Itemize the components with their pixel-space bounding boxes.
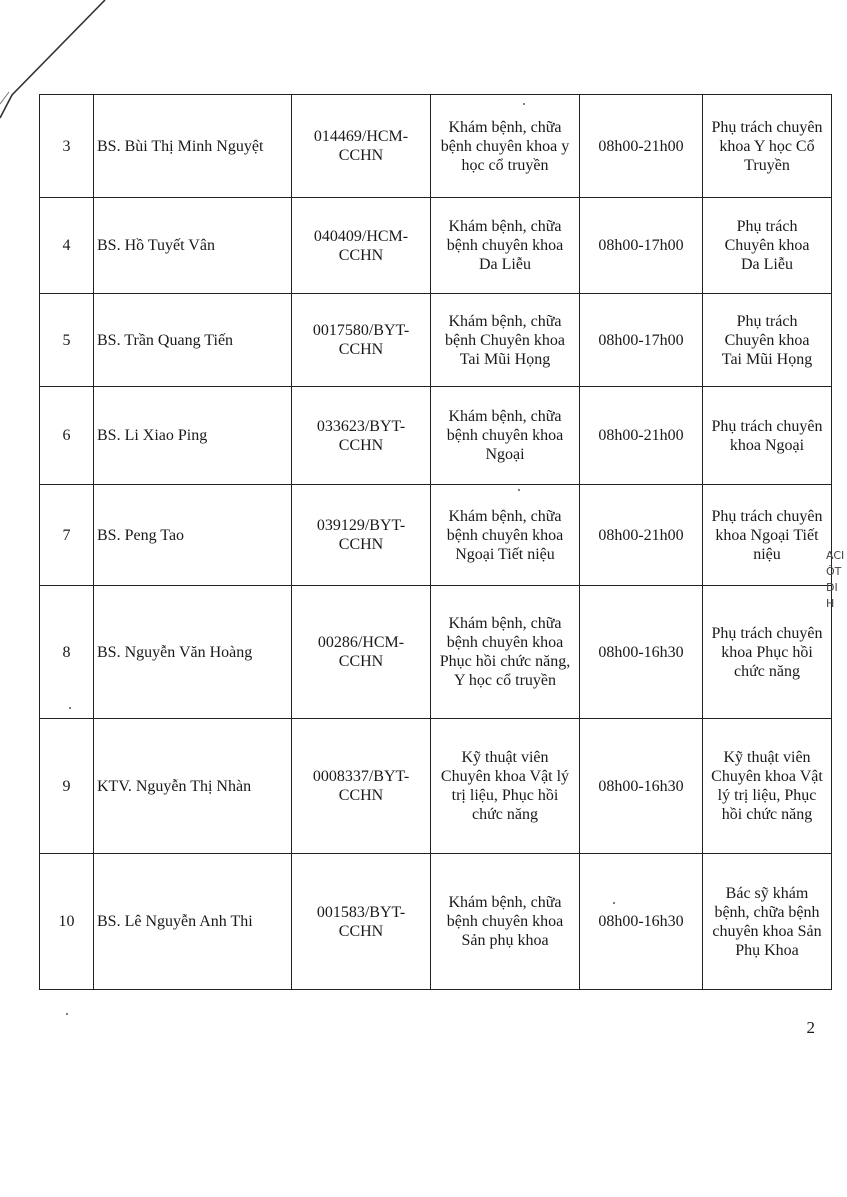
working-hours: 08h00-21h00 [580,95,703,198]
practice-scope: Khám bệnh, chữa bệnh chuyên khoa Phục hồi chức năng, Y học cổ truyền [431,586,580,719]
table-row [40,854,832,990]
certificate-number: 040409/HCM- CCHN [292,198,431,294]
staff-role: Phụ trách Chuyên khoa Tai Mũi Họng [703,294,832,387]
table-row [40,719,832,854]
practice-scope: Kỹ thuật viên Chuyên khoa Vật lý trị liệu, Phục hồi chức năng [431,719,580,854]
staff-name: BS. Li Xiao Ping [94,387,292,485]
practice-scope: Khám bệnh, chữa bệnh chuyên khoa Ngoại [431,387,580,485]
certificate-number: 0008337/BYT- CCHN [292,719,431,854]
edge-stamp-fragment [826,548,847,612]
staff-role: Phụ trách Chuyên khoa Da Liễu [703,198,832,294]
row-index: 7 [40,485,94,586]
staff-role: Phụ trách chuyên khoa Ngoại Tiết niệu [703,485,832,586]
staff-name: BS. Peng Tao [94,485,292,586]
working-hours: 08h00-21h00 [580,485,703,586]
scan-speck [69,707,71,709]
staff-name: BS. Trần Quang Tiến [94,294,292,387]
staff-role: Bác sỹ khám bệnh, chữa bệnh chuyên khoa Sản Phụ Khoa [703,854,832,990]
working-hours: 08h00-16h30 [580,719,703,854]
row-index: 4 [40,198,94,294]
scan-speck [613,902,615,904]
certificate-number: 001583/BYT- CCHN [292,854,431,990]
scan-speck [518,489,520,491]
table-row [40,198,832,294]
row-index: 5 [40,294,94,387]
staff-role: Phụ trách chuyên khoa Y học Cổ Truyền [703,95,832,198]
practice-scope: Khám bệnh, chữa bệnh chuyên khoa Sản phụ khoa [431,854,580,990]
staff-name: BS. Hồ Tuyết Vân [94,198,292,294]
staff-name: KTV. Nguyễn Thị Nhàn [94,719,292,854]
page-number: 2 [806,1018,815,1037]
scan-speck [523,103,525,105]
row-index: 10 [40,854,94,990]
scan-speck [66,1013,68,1015]
staff-table [39,94,832,990]
staff-role: Kỹ thuật viên Chuyên khoa Vật lý trị liệu, Phục hồi chức năng [703,719,832,854]
stamp-text: ÔT [826,565,842,578]
staff-name: BS. Lê Nguyễn Anh Thi [94,854,292,990]
table-row [40,387,832,485]
staff-name: BS. Nguyễn Văn Hoàng [94,586,292,719]
staff-role: Phụ trách chuyên khoa Phục hồi chức năng [703,586,832,719]
practice-scope: Khám bệnh, chữa bệnh Chuyên khoa Tai Mũi Họng [431,294,580,387]
certificate-number: 033623/BYT- CCHN [292,387,431,485]
staff-name: BS. Bùi Thị Minh Nguyệt [94,95,292,198]
table-row [40,95,832,198]
working-hours: 08h00-17h00 [580,198,703,294]
stamp-text: H [826,597,835,610]
certificate-number: 014469/HCM- CCHN [292,95,431,198]
row-index: 9 [40,719,94,854]
working-hours: 08h00-16h30 [580,854,703,990]
certificate-number: 039129/BYT- CCHN [292,485,431,586]
stamp-text: ACI [826,549,845,562]
working-hours: 08h00-21h00 [580,387,703,485]
certificate-number: 00286/HCM- CCHN [292,586,431,719]
table-row [40,485,832,586]
stamp-text: DI [826,581,838,594]
working-hours: 08h00-17h00 [580,294,703,387]
row-index: 3 [40,95,94,198]
table-row [40,586,832,719]
practice-scope: Khám bệnh, chữa bệnh chuyên khoa Ngoại Tiết niệu [431,485,580,586]
row-index: 8 [40,586,94,719]
certificate-number: 0017580/BYT- CCHN [292,294,431,387]
practice-scope: Khám bệnh, chữa bệnh chuyên khoa y học cổ truyền [431,95,580,198]
working-hours: 08h00-16h30 [580,586,703,719]
table-row [40,294,832,387]
practice-scope: Khám bệnh, chữa bệnh chuyên khoa Da Liễu [431,198,580,294]
row-index: 6 [40,387,94,485]
staff-role: Phụ trách chuyên khoa Ngoại [703,387,832,485]
